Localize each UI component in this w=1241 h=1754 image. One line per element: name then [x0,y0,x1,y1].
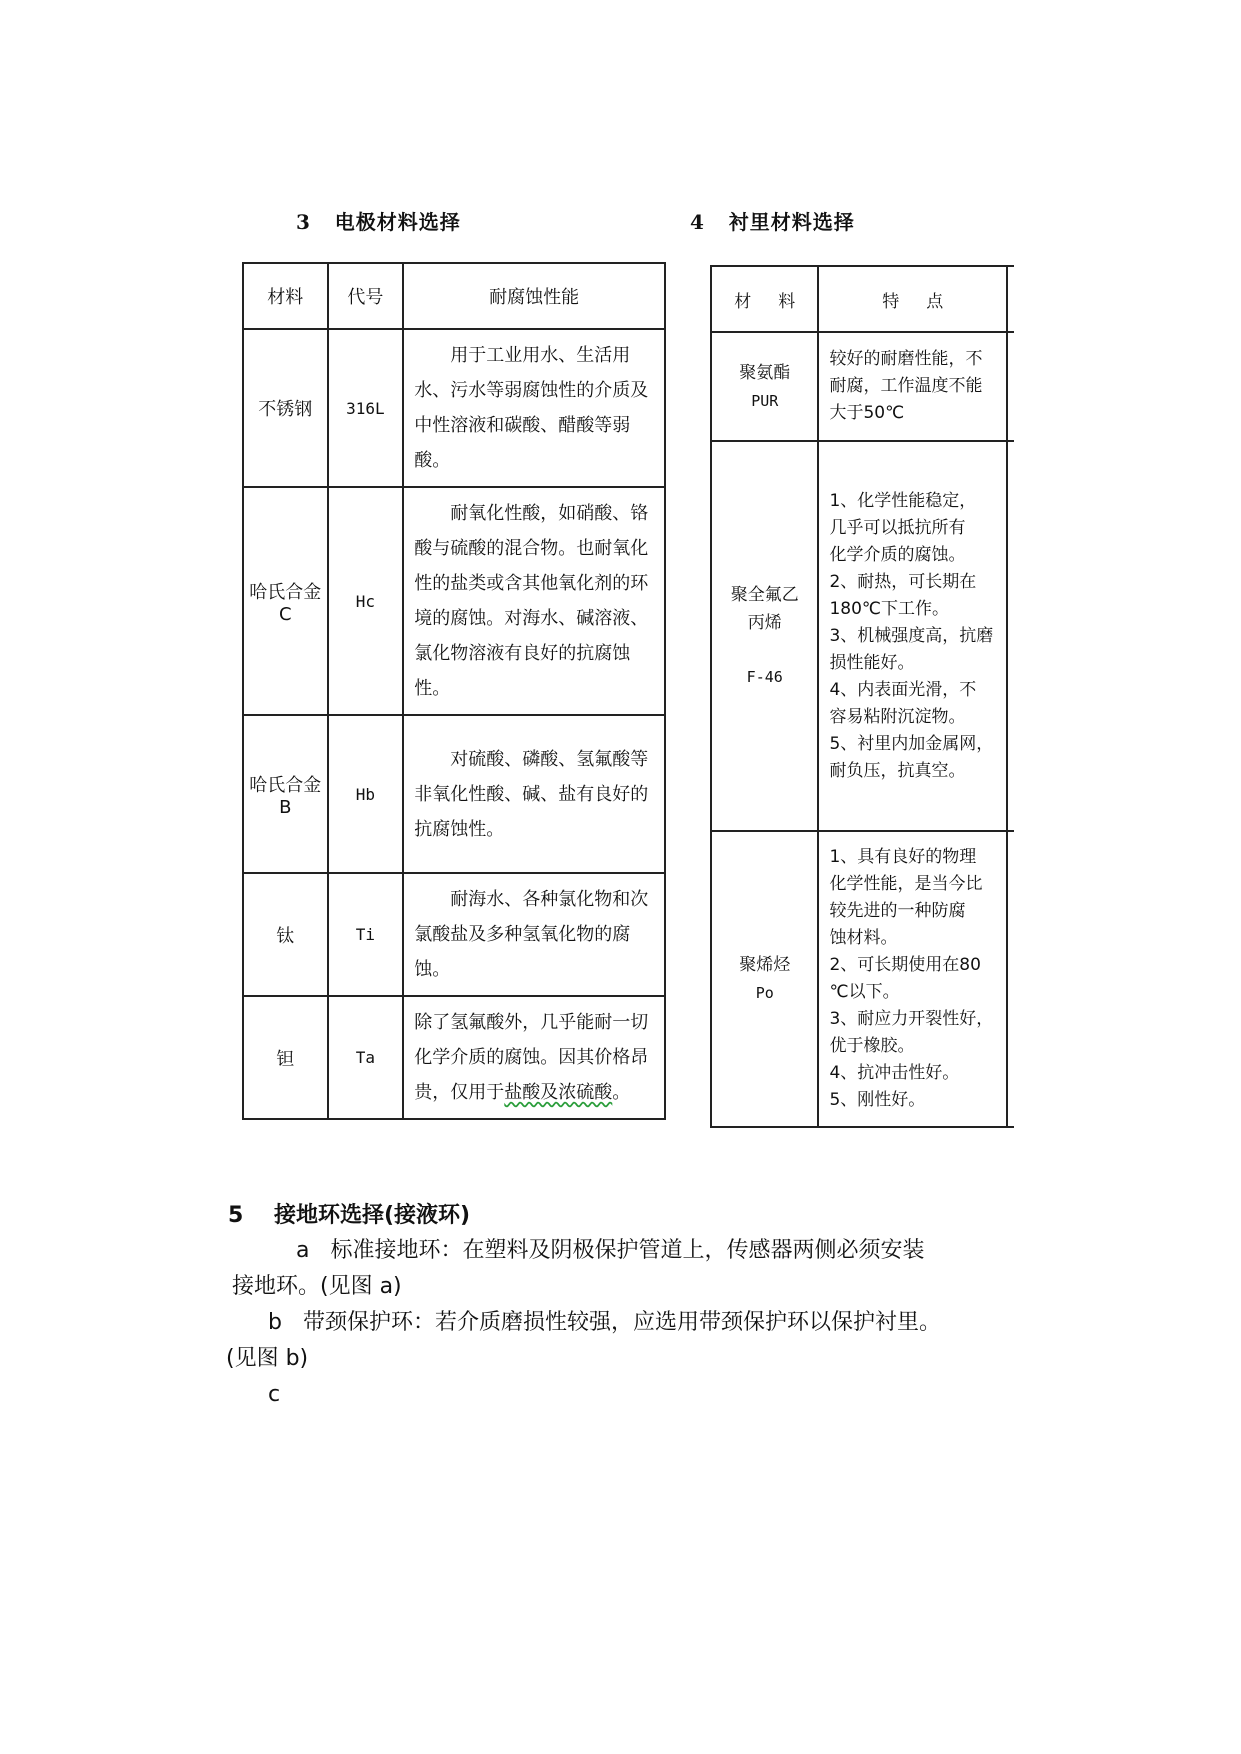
desc-line: 3、机械强度高，抗磨 [829,625,994,646]
header-material: 材 料 [711,266,818,332]
desc-line: 2、耐热，可长期在 [829,571,977,592]
material-cell: 钛 [243,873,328,996]
cropped-column [1007,266,1014,332]
header-feature: 特 点 [818,266,1007,332]
electrode-material-table [242,262,666,1120]
material-name: 聚全氟乙 [730,585,799,605]
table-header-row [243,263,665,329]
paragraph-line: 接地环。(见图 a) [232,1274,402,1299]
desc-cell: 耐氧化性酸，如硝酸、铬酸与硫酸的混合物。也耐氧化性的盐类或含其他氧化剂的环境的腐蚀。对海水、碱溶液、氯化物溶液有良好的抗腐蚀性。 [403,487,665,715]
material-name: 聚氨酯 [739,362,791,383]
desc-line: 4、抗冲击性好。 [829,1063,960,1083]
material-cell: 哈氏合金B [243,715,328,873]
desc-line: 优于橡胶。 [829,1036,915,1056]
lining-material-table [710,265,1014,1128]
material-name: 丙烯 [747,613,782,633]
material-code: F-46 [746,668,783,686]
paragraph-line: a 标准接地环：在塑料及阴极保护管道上，传感器两侧必须安装 [296,1238,925,1263]
material-name: 聚烯烃 [739,955,791,975]
material-cell [711,441,818,831]
code-cell: Ta [328,996,404,1119]
section4-heading: 4 衬里材料选择 [690,210,855,234]
desc-line: 5、衬里内加金属网， [829,733,994,754]
desc-line: 化学介质的腐蚀。 [829,544,966,565]
desc-line: 2、可长期使用在80 [829,955,981,975]
material-cell: 哈氏合金C [243,487,328,715]
desc-line: 1、具有良好的物理 [829,847,977,867]
table-row [243,715,665,873]
paragraph-line: (见图 b) [226,1346,309,1371]
desc-line: 耐负压，抗真空。 [829,760,966,781]
desc-cell: 对硫酸、磷酸、氢氟酸等非氧化性酸、碱、盐有良好的抗腐蚀性。 [403,715,665,873]
section3-heading: 3 电极材料选择 [296,210,461,234]
table-row [243,487,665,715]
material-cell: 钽 [243,996,328,1119]
desc-cell [403,996,665,1119]
desc-line: 4、内表面光滑，不 [829,679,977,700]
desc-line: 3、耐应力开裂性好， [829,1009,994,1029]
material-cell [711,332,818,441]
desc-text: 。 [612,1082,631,1103]
desc-cell [818,332,1007,441]
cropped-column [1007,332,1014,441]
desc-line: 几乎可以抵抗所有 [829,517,966,538]
code-cell: Ti [328,873,404,996]
desc-line: 5、刚性好。 [829,1090,926,1110]
desc-line: 180℃下工作。 [829,598,950,619]
desc-line: 较好的耐磨性能，不 [829,349,983,369]
desc-line: 耐腐，工作温度不能 [829,376,983,396]
table-header-row [711,266,1014,332]
table-row [711,332,1014,441]
table-row [243,996,665,1119]
desc-line: 损性能好。 [829,652,915,673]
desc-line: 1、化学性能稳定， [829,490,977,511]
material-code: Po [755,984,774,1002]
cropped-column [1007,441,1014,831]
desc-cell: 耐海水、各种氯化物和次氯酸盐及多种氢氧化物的腐蚀。 [403,873,665,996]
desc-text-underlined: 盐酸及浓硫酸 [504,1082,613,1103]
desc-line: 化学性能，是当今比 [829,874,983,894]
cropped-column [1007,831,1014,1127]
paragraph-line: c [268,1382,281,1407]
code-cell: 316L [328,329,404,487]
desc-line: ℃以下。 [829,982,900,1002]
code-cell: Hc [328,487,404,715]
section5-heading: 5 接地环选择(接液环) [228,1203,471,1228]
paragraph-line: b 带颈保护环：若介质磨损性较强，应选用带颈保护环以保护衬里。 [268,1310,941,1335]
desc-line: 蚀材料。 [829,928,898,948]
desc-line: 容易粘附沉淀物。 [829,706,966,727]
desc-line: 大于50℃ [829,403,905,423]
desc-cell: 用于工业用水、生活用水、污水等弱腐蚀性的介质及中性溶液和碳酸、醋酸等弱酸。 [403,329,665,487]
material-cell: 不锈钢 [243,329,328,487]
header-corrosion: 耐腐蚀性能 [403,263,665,329]
desc-line: 较先进的一种防腐 [829,901,966,921]
table-row [243,873,665,996]
desc-cell [818,441,1007,831]
code-cell: Hb [328,715,404,873]
header-code: 代号 [328,263,404,329]
table-row [711,441,1014,831]
desc-text: 除了氢氟酸外，几乎能耐一切化学介质的腐蚀。因其价格昂贵，仅用于 [414,1012,649,1103]
desc-cell [818,831,1007,1127]
header-material: 材料 [243,263,328,329]
material-cell [711,831,818,1127]
material-code: PUR [751,391,779,410]
table-row [243,329,665,487]
table-row [711,831,1014,1127]
